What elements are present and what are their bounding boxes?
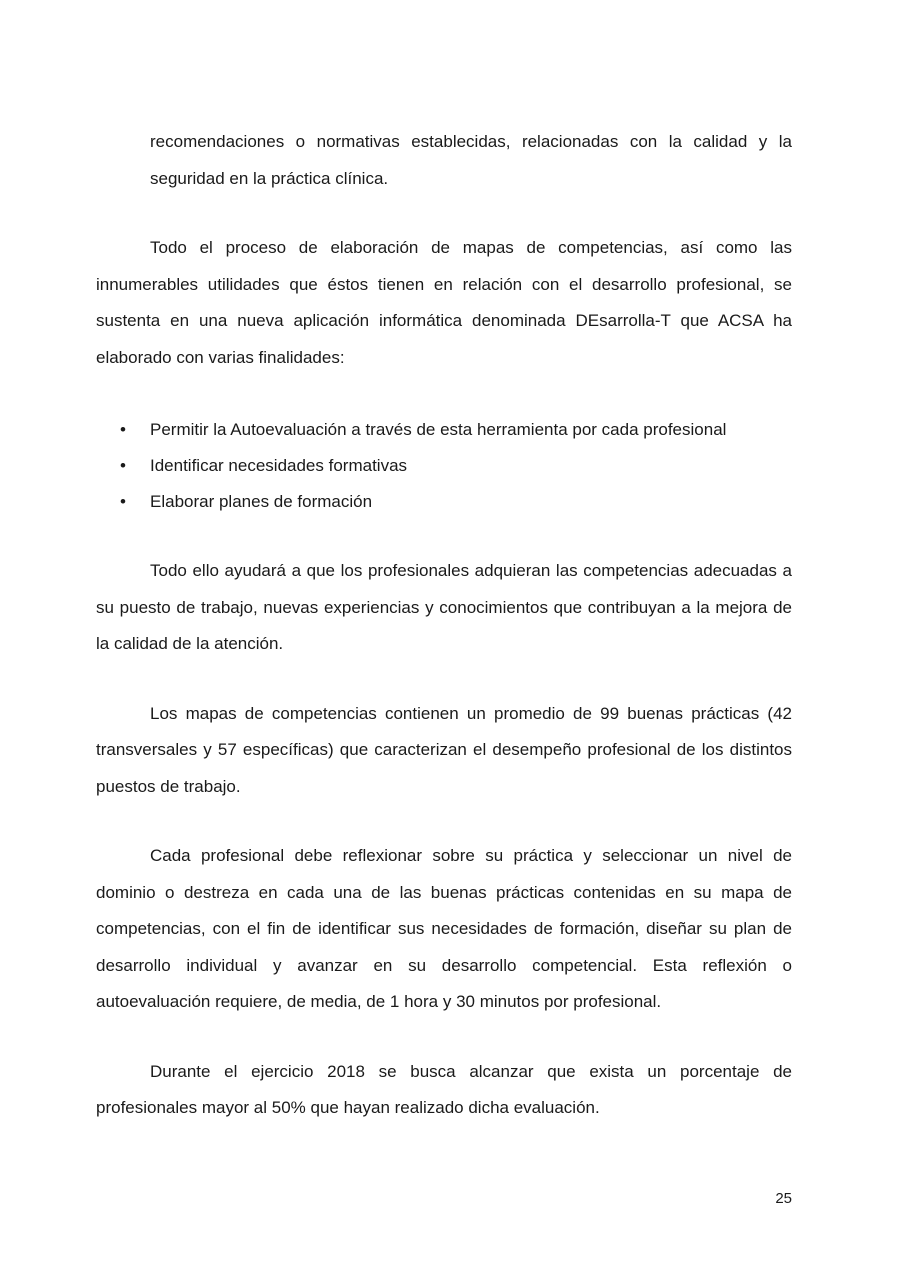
paragraph-practices: Los mapas de competencias contienen un promedio de 99 buenas prácticas (42 transversales y 57 específicas) que caracterizan el desempeño profesional de los distintos puestos de trabajo. [96,703,792,796]
list-item-text: Identificar necesidades formativas [150,456,408,475]
document-page [96,124,792,1127]
page-number: 25 [775,1190,792,1207]
paragraph-target-2018: Durante el ejercicio 2018 se busca alcanzar que exista un porcentaje de profesionales mayor al 50% que hayan realizado dicha evaluación. [96,1061,792,1117]
list-item [96,484,792,520]
purpose-list [96,412,792,520]
paragraph-benefits: Todo ello ayudará a que los profesionales adquieran las competencias adecuadas a su puesto de trabajo, nuevas experiencias y conocimientos que contribuyan a la mejora de la calidad de la atención. [96,561,792,653]
paragraph-process: Todo el proceso de elaboración de mapas de competencias, así como las innumerables utilidades que éstos tienen en relación con el desarrollo profesional, se sustenta en una nueva aplicación informática denominada DEsarrolla-T que ACSA ha elaborado con varias finalidades: [96,238,792,367]
list-item [96,448,792,484]
paragraph-continuation: recomendaciones o normativas establecidas, relacionadas con la calidad y la seguridad en la práctica clínica. [150,132,792,188]
bullet-icon: • [120,420,126,439]
paragraph-self-assessment: Cada profesional debe reflexionar sobre su práctica y seleccionar un nivel de dominio o destreza en cada una de las buenas prácticas contenidas en su mapa de competencias, con el fin de identificar sus necesidades de formación, diseñar su plan de desarrollo individual y avanzar en su desarrollo competencial. Esta reflexión o autoevaluación requiere, de media, de 1 hora y 30 minutos por profesional. [96,846,792,1011]
list-item [96,412,792,448]
list-item-text: Permitir la Autoevaluación a través de esta herramienta por cada profesional [150,420,727,439]
bullet-icon: • [120,492,126,511]
bullet-icon: • [120,456,126,475]
list-item-text: Elaborar planes de formación [150,492,373,511]
